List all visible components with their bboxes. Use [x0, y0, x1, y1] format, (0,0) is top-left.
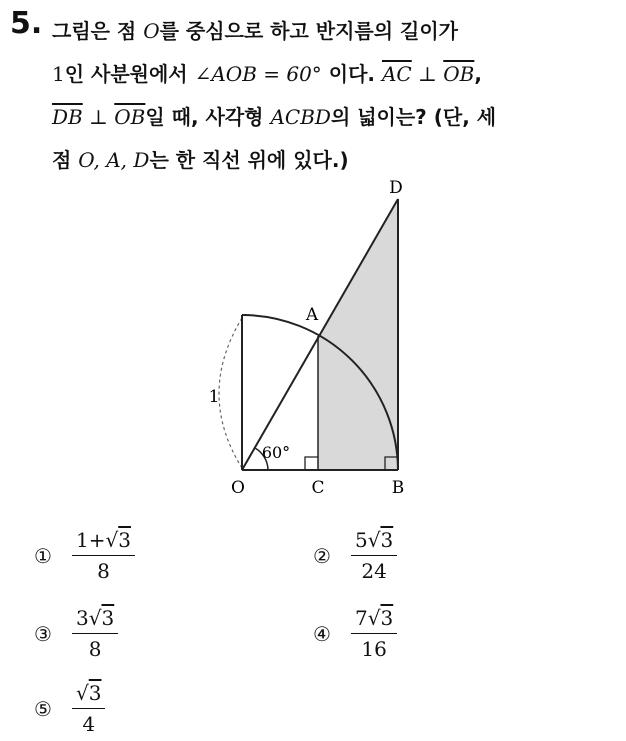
numerator: [351, 605, 397, 634]
sqrt-sign: √: [88, 606, 102, 630]
numerator-coef: 7: [355, 606, 368, 630]
text-segment: 점: [52, 148, 79, 172]
denominator: 4: [82, 712, 96, 736]
point-o: O: [143, 19, 160, 43]
text-segment: 일 때, 사각형: [145, 105, 271, 129]
segment-ob: $\overline{OB}$: [443, 62, 475, 86]
label-o: O: [231, 478, 245, 498]
radius-value: 1: [52, 62, 65, 86]
numerator-coef: 1+: [76, 528, 106, 552]
choice-3[interactable]: [34, 605, 118, 662]
numerator: [72, 605, 118, 634]
choice-2[interactable]: [313, 527, 397, 584]
choice-fraction: [351, 527, 397, 584]
choice-fraction: [72, 605, 118, 662]
numerator: [72, 527, 135, 556]
numerator-coef: 5: [355, 528, 368, 552]
choice-number: ②: [313, 543, 331, 568]
angle-aob: ∠AOB = 60°: [194, 62, 322, 86]
choice-fraction: [72, 527, 135, 584]
perp-symbol: ⊥: [411, 62, 444, 86]
dashed-radius-arc: [219, 318, 242, 468]
label-c: C: [311, 478, 325, 498]
radicand: 3: [88, 681, 102, 705]
denominator: 16: [361, 637, 387, 661]
denominator: 24: [361, 559, 387, 583]
label-angle: 60°: [261, 443, 291, 462]
shaded-quadrilateral-acbd: [318, 199, 398, 470]
right-angle-mark-c: [305, 457, 318, 470]
text-segment: 인 사분원에서: [64, 62, 195, 86]
question-number: 5.: [10, 6, 43, 41]
choice-fraction: [351, 605, 397, 662]
denominator: 8: [97, 559, 110, 583]
choice-fraction: [72, 680, 105, 737]
label-a: A: [305, 305, 319, 325]
label-d: D: [389, 178, 403, 198]
sqrt-sign: √: [367, 606, 381, 630]
segment-ac: $\overline{AC}$: [381, 62, 412, 86]
sqrt-sign: √: [105, 528, 119, 552]
radicand: 3: [380, 528, 394, 552]
choice-4[interactable]: [313, 605, 397, 662]
choice-number: ③: [34, 621, 52, 646]
label-b: B: [391, 478, 405, 498]
text-segment: ,: [474, 62, 482, 86]
sqrt-sign: √: [367, 528, 381, 552]
segment-db: $\overline{DB}$: [52, 105, 83, 129]
text-segment: 는 한 직선 위에 있다.): [149, 148, 349, 172]
choice-1[interactable]: [34, 527, 135, 584]
choice-number: ④: [313, 621, 331, 646]
segment-ob: $\overline{OB}$: [114, 105, 146, 129]
points-oad: O, A, D: [78, 148, 150, 172]
text-segment: 의 넓이는? (단, 세: [330, 105, 497, 129]
text-segment: 그림은 점: [52, 19, 144, 43]
numerator: [72, 680, 105, 709]
perp-symbol: ⊥: [82, 105, 115, 129]
choice-5[interactable]: [34, 680, 105, 737]
denominator: 8: [88, 637, 102, 661]
text-segment: 이다.: [321, 62, 382, 86]
choice-number: ⑤: [34, 696, 52, 721]
radicand: 3: [118, 528, 131, 552]
quad-acbd: ACBD: [270, 105, 331, 129]
radicand: 3: [380, 606, 394, 630]
sqrt-sign: √: [76, 681, 89, 705]
radicand: 3: [101, 606, 115, 630]
numerator-coef: 3: [76, 606, 89, 630]
text-segment: 를 중심으로 하고 반지름의 길이가: [159, 19, 458, 43]
choice-number: ①: [34, 543, 52, 568]
numerator: [351, 527, 397, 556]
label-radius: 1: [208, 387, 220, 407]
